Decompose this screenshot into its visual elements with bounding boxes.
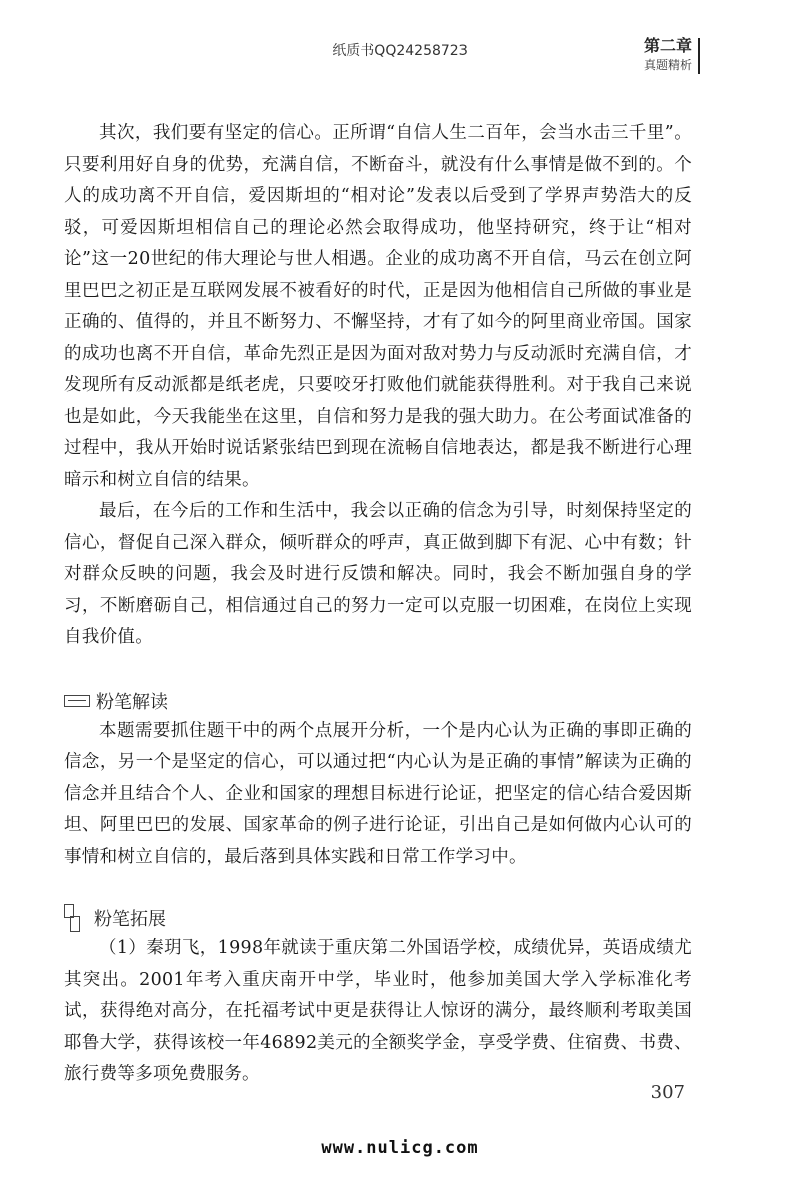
page-content xyxy=(64,118,692,1091)
tuozhan-title: 粉笔拓展 xyxy=(94,909,166,930)
jiedu-title: 粉笔解读 xyxy=(96,691,168,713)
tuozhan-heading xyxy=(64,903,692,933)
section-title: 真题精析 xyxy=(643,58,692,72)
header-divider xyxy=(698,38,700,74)
chapter-title: 第二章 xyxy=(643,36,692,55)
footer-url: www.nulicg.com xyxy=(321,1138,479,1158)
page-number: 307 xyxy=(650,1082,685,1103)
jiedu-paragraph: 本题需要抓住题干中的两个点展开分析，一个是内心认为正确的事即正确的信念，另一个是坚定的信心，可以通过把“内心认为是正确的事情”解读为正确的信念并且结合个人、企业和国家的理想目标进行论证，把坚定的信心结合爱因斯坦、阿里巴巴的发展、国家革命的例子进行论证，引出自己是如何做内心认可的事情和树立自信的，最后落到具体实践和日常工作学习中。 xyxy=(64,720,692,867)
jiedu-heading xyxy=(64,686,692,716)
body-paragraph-2: 最后，在今后的工作和生活中，我会以正确的信念为引导，时刻保持坚定的信心，督促自己深入群众，倾听群众的呼声，真正做到脚下有泥、心中有数；针对群众反映的问题，我会及时进行反馈和解决。同时，我会不断加强自身的学习，不断磨砺自己，相信通过自己的努力一定可以克服一切困难，在岗位上实现自我价值。 xyxy=(64,501,692,647)
body-paragraph-1: 其次，我们要有坚定的信心。正所谓“自信人生二百年，会当水击三千里”。只要利用好自身的优势，充满自信，不断奋斗，就没有什么事情是做不到的。个人的成功离不开自信，爱因斯坦的“相对论”发表以后受到了学界声势浩大的反驳，可爱因斯坦相信自己的理论必然会取得成功，他坚持研究，终于让“相对论”这一20世纪的伟大理论与世人相遇。企业的成功离不开自信，马云在创立阿里巴巴之初正是互联网发展不被看好的时代，正是因为他相信自己所做的事业是正确的、值得的，并且不断努力、不懈坚持，才有了如今的阿里商业帝国。国家的成功也离不开自信，革命先烈正是因为面对敌对势力与反动派时充满自信，才发现所有反动派都是纸老虎，只要咬牙打败他们就能获得胜利。对于我自己来说也是如此，今天我能坐在这里，自信和努力是我的强大助力。在公考面试准备的过程中，我从开始时说话紧张结巴到现在流畅自信地表达，都是我不断进行心理暗示和树立自信的结果。 xyxy=(64,123,692,490)
running-header xyxy=(644,36,692,74)
tuozhan-paragraph: （1）秦玥飞，1998年就读于重庆第二外国语学校，成绩优异，英语成绩尤其突出。2001年考入重庆南开中学，毕业时，他参加美国大学入学标准化考试，获得绝对高分，在托福考试中更是获得让人惊讶的满分，最终顺利考取美国耶鲁大学，获得该校一年46892美元的全额奖学金，享受学费、住宿费、书费、旅行费等多项免费服务。 xyxy=(64,938,692,1084)
expand-icon xyxy=(64,904,80,932)
book-icon xyxy=(64,695,90,707)
header-watermark-text: 纸质书QQ2425872З xyxy=(332,43,468,59)
